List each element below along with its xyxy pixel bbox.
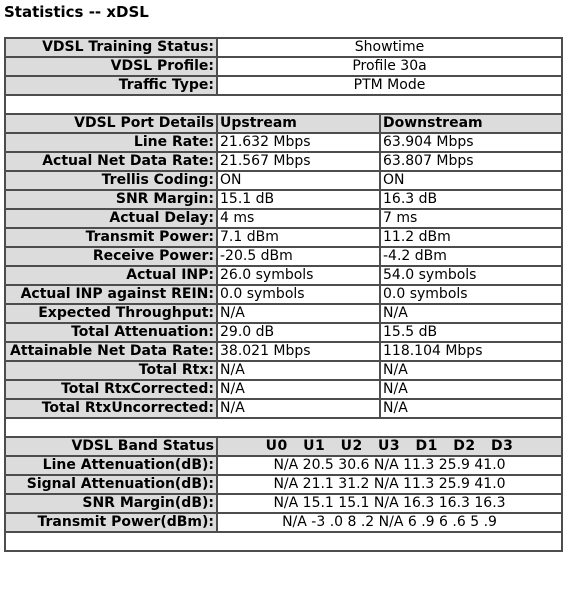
port-detail-row xyxy=(5,266,562,285)
port-detail-row xyxy=(5,228,562,247)
row-label: Attainable Net Data Rate: xyxy=(5,342,217,361)
upstream-value: -20.5 dBm xyxy=(217,247,380,266)
downstream-value: 63.807 Mbps xyxy=(380,152,562,171)
band-status-row xyxy=(5,513,562,532)
downstream-value: N/A xyxy=(380,361,562,380)
port-detail-row xyxy=(5,133,562,152)
downstream-value: 16.3 dB xyxy=(380,190,562,209)
upstream-value: 0.0 symbols xyxy=(217,285,380,304)
port-detail-row xyxy=(5,171,562,190)
downstream-value: 11.2 dBm xyxy=(380,228,562,247)
row-label: Actual Delay: xyxy=(5,209,217,228)
section-heading: VDSL Band Status xyxy=(5,437,217,456)
summary-row xyxy=(5,76,562,95)
spacer-cell xyxy=(5,95,562,114)
upstream-value: N/A xyxy=(217,361,380,380)
downstream-value: N/A xyxy=(380,399,562,418)
upstream-value: N/A xyxy=(217,380,380,399)
band-status-row xyxy=(5,456,562,475)
page-title: Statistics -- xDSL xyxy=(4,3,149,21)
row-label: Trellis Coding: xyxy=(5,171,217,190)
port-detail-row xyxy=(5,152,562,171)
downstream-value: 63.904 Mbps xyxy=(380,133,562,152)
upstream-value: N/A xyxy=(217,399,380,418)
row-label: SNR Margin: xyxy=(5,190,217,209)
upstream-value: 21.567 Mbps xyxy=(217,152,380,171)
row-label: Actual INP: xyxy=(5,266,217,285)
upstream-value: 29.0 dB xyxy=(217,323,380,342)
summary-row xyxy=(5,57,562,76)
downstream-value: ON xyxy=(380,171,562,190)
upstream-value: ON xyxy=(217,171,380,190)
port-detail-row xyxy=(5,304,562,323)
downstream-value: 0.0 symbols xyxy=(380,285,562,304)
row-label: Traffic Type: xyxy=(5,76,217,95)
row-value: PTM Mode xyxy=(217,76,562,95)
port-detail-row xyxy=(5,361,562,380)
row-label: Transmit Power(dBm): xyxy=(5,513,217,532)
port-detail-row xyxy=(5,399,562,418)
port-detail-row xyxy=(5,323,562,342)
downstream-value: 54.0 symbols xyxy=(380,266,562,285)
spacer-cell xyxy=(5,418,562,437)
band-values: N/A -3 .0 8 .2 N/A 6 .9 6 .6 5 .9 xyxy=(217,513,562,532)
upstream-value: 21.632 Mbps xyxy=(217,133,380,152)
row-value: Showtime xyxy=(217,38,562,57)
row-label: Transmit Power: xyxy=(5,228,217,247)
port-detail-row xyxy=(5,342,562,361)
spacer-row xyxy=(5,418,562,437)
column-header-downstream: Downstream xyxy=(380,114,562,133)
row-label: Total RtxUncorrected: xyxy=(5,399,217,418)
downstream-value: 15.5 dB xyxy=(380,323,562,342)
band-status-header xyxy=(5,437,562,456)
row-label: VDSL Profile: xyxy=(5,57,217,76)
xdsl-statistics-table xyxy=(4,37,563,552)
upstream-value: 38.021 Mbps xyxy=(217,342,380,361)
row-label: VDSL Training Status: xyxy=(5,38,217,57)
downstream-value: N/A xyxy=(380,380,562,399)
upstream-value: 7.1 dBm xyxy=(217,228,380,247)
row-label: Total Rtx: xyxy=(5,361,217,380)
port-detail-row xyxy=(5,247,562,266)
band-values: N/A 20.5 30.6 N/A 11.3 25.9 41.0 xyxy=(217,456,562,475)
row-label: Actual Net Data Rate: xyxy=(5,152,217,171)
upstream-value: 26.0 symbols xyxy=(217,266,380,285)
downstream-value: -4.2 dBm xyxy=(380,247,562,266)
port-details-header xyxy=(5,114,562,133)
row-label: Total Attenuation: xyxy=(5,323,217,342)
downstream-value: 7 ms xyxy=(380,209,562,228)
row-label: Actual INP against REIN: xyxy=(5,285,217,304)
port-detail-row xyxy=(5,190,562,209)
spacer-row xyxy=(5,95,562,114)
section-heading: VDSL Port Details xyxy=(5,114,217,133)
spacer-cell xyxy=(5,532,562,551)
column-header-upstream: Upstream xyxy=(217,114,380,133)
upstream-value: N/A xyxy=(217,304,380,323)
summary-row xyxy=(5,38,562,57)
band-values: N/A 21.1 31.2 N/A 11.3 25.9 41.0 xyxy=(217,475,562,494)
row-label: Receive Power: xyxy=(5,247,217,266)
port-detail-row xyxy=(5,285,562,304)
port-detail-row xyxy=(5,209,562,228)
band-status-row xyxy=(5,475,562,494)
upstream-value: 15.1 dB xyxy=(217,190,380,209)
row-value: Profile 30a xyxy=(217,57,562,76)
port-detail-row xyxy=(5,380,562,399)
row-label: Expected Throughput: xyxy=(5,304,217,323)
row-label: Line Rate: xyxy=(5,133,217,152)
row-label: Line Attenuation(dB): xyxy=(5,456,217,475)
row-label: Total RtxCorrected: xyxy=(5,380,217,399)
downstream-value: 118.104 Mbps xyxy=(380,342,562,361)
band-status-row xyxy=(5,494,562,513)
row-label: SNR Margin(dB): xyxy=(5,494,217,513)
downstream-value: N/A xyxy=(380,304,562,323)
spacer-row xyxy=(5,532,562,551)
row-label: Signal Attenuation(dB): xyxy=(5,475,217,494)
band-column-headers: U0 U1 U2 U3 D1 D2 D3 xyxy=(217,437,562,456)
band-values: N/A 15.1 15.1 N/A 16.3 16.3 16.3 xyxy=(217,494,562,513)
upstream-value: 4 ms xyxy=(217,209,380,228)
